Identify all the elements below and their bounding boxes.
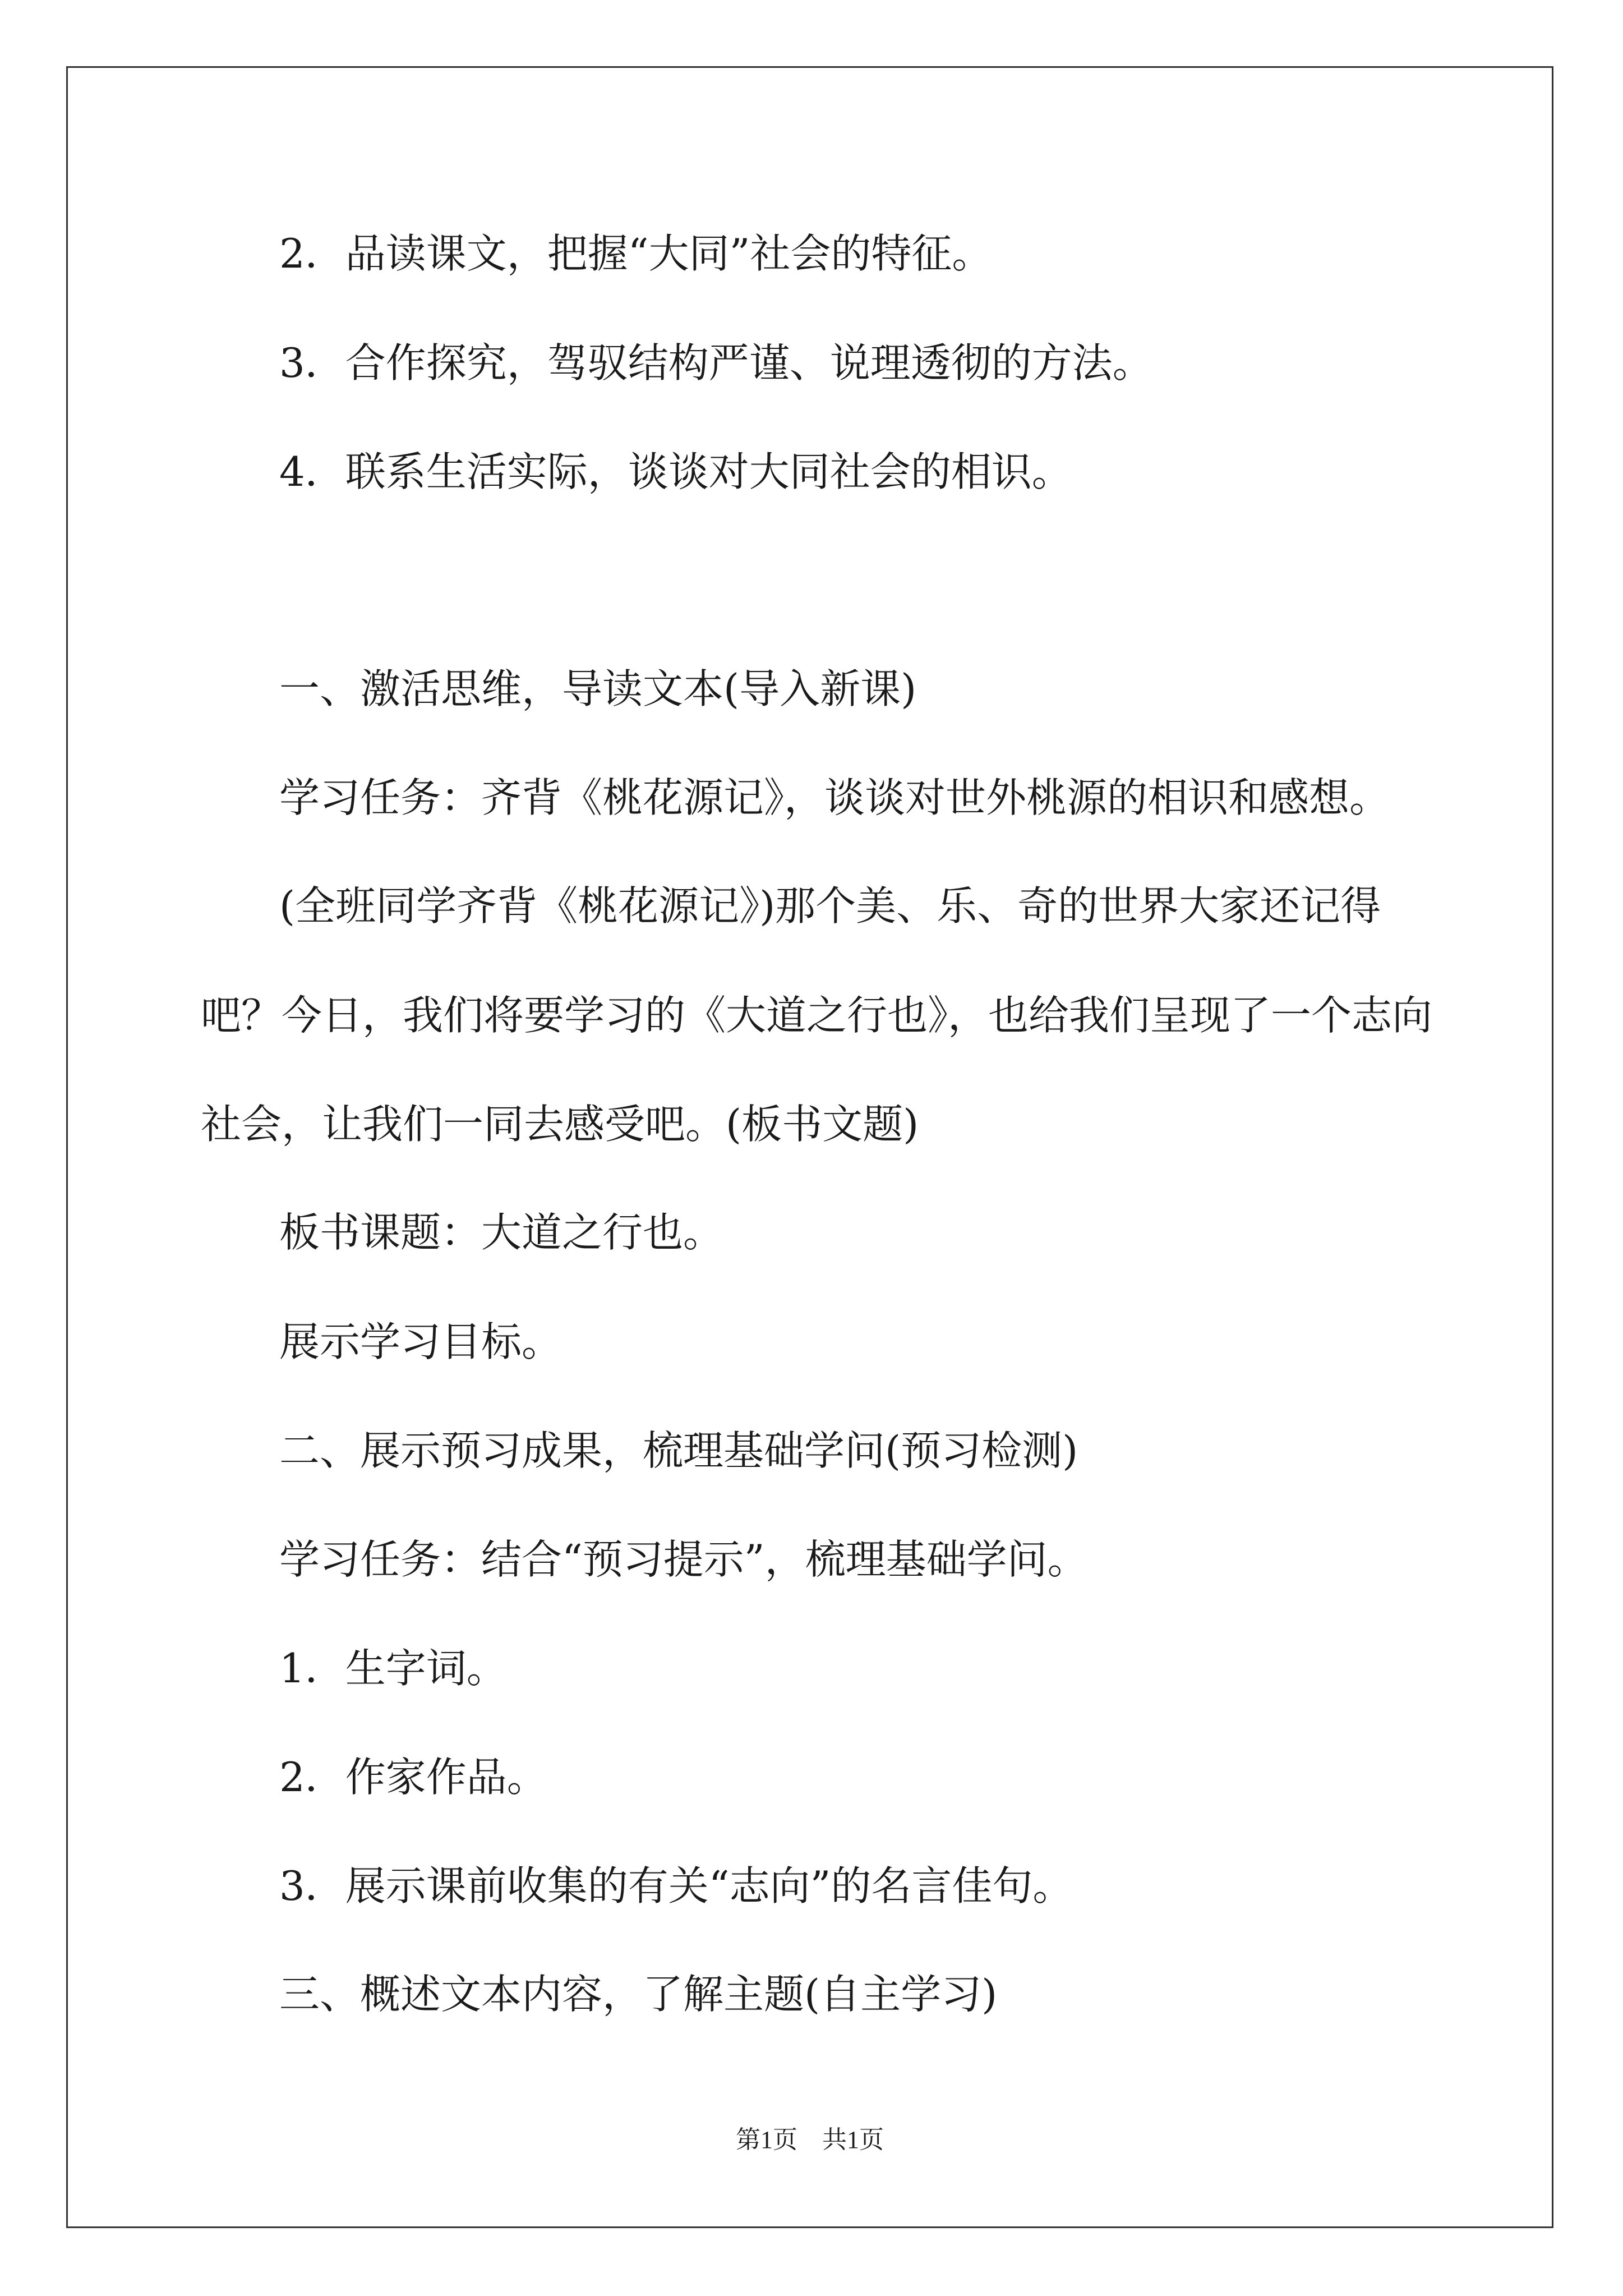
text-line: 社会，让我们一同去感受吧。(板书文题) [201, 1101, 919, 1148]
text-line: 1．生字词。 [279, 1645, 507, 1692]
text-line: 吧？今日，我们将要学习的《大道之行也》，也给我们呈现了一个志向 [201, 992, 1433, 1039]
text-line: 学习任务：齐背《桃花源记》，谈谈对世外桃源的相识和感想。 [279, 774, 1390, 821]
text-line: (全班同学齐背《桃花源记》)那个美、乐、奇的世界大家还记得 [279, 882, 1381, 930]
text-line: 3．展示课前收集的有关“志向”的名言佳句。 [279, 1862, 1073, 1910]
text-line: 4．联系生活实际，谈谈对大同社会的相识。 [279, 448, 1072, 495]
text-line: 板书课题：大道之行也。 [279, 1209, 724, 1256]
section-heading: 二、展示预习成果，梳理基础学问(预习检测) [279, 1427, 1078, 1474]
text-line: 展示学习目标。 [279, 1318, 562, 1365]
page-footer: 第1页 共1页 [736, 2126, 884, 2154]
document-page [66, 66, 1553, 2228]
text-line: 2．作家作品。 [279, 1754, 547, 1801]
section-heading: 三、概述文本内容，了解主题(自主学习) [279, 1971, 998, 2018]
text-line: 学习任务：结合“预习提示”，梳理基础学问。 [279, 1536, 1088, 1583]
text-line: 2．品读课文，把握“大同”社会的特征。 [279, 230, 993, 277]
text-line: 3．合作探究，驾驭结构严谨、说理透彻的方法。 [279, 339, 1153, 386]
section-heading: 一、激活思维，导读文本(导入新课) [279, 665, 917, 712]
